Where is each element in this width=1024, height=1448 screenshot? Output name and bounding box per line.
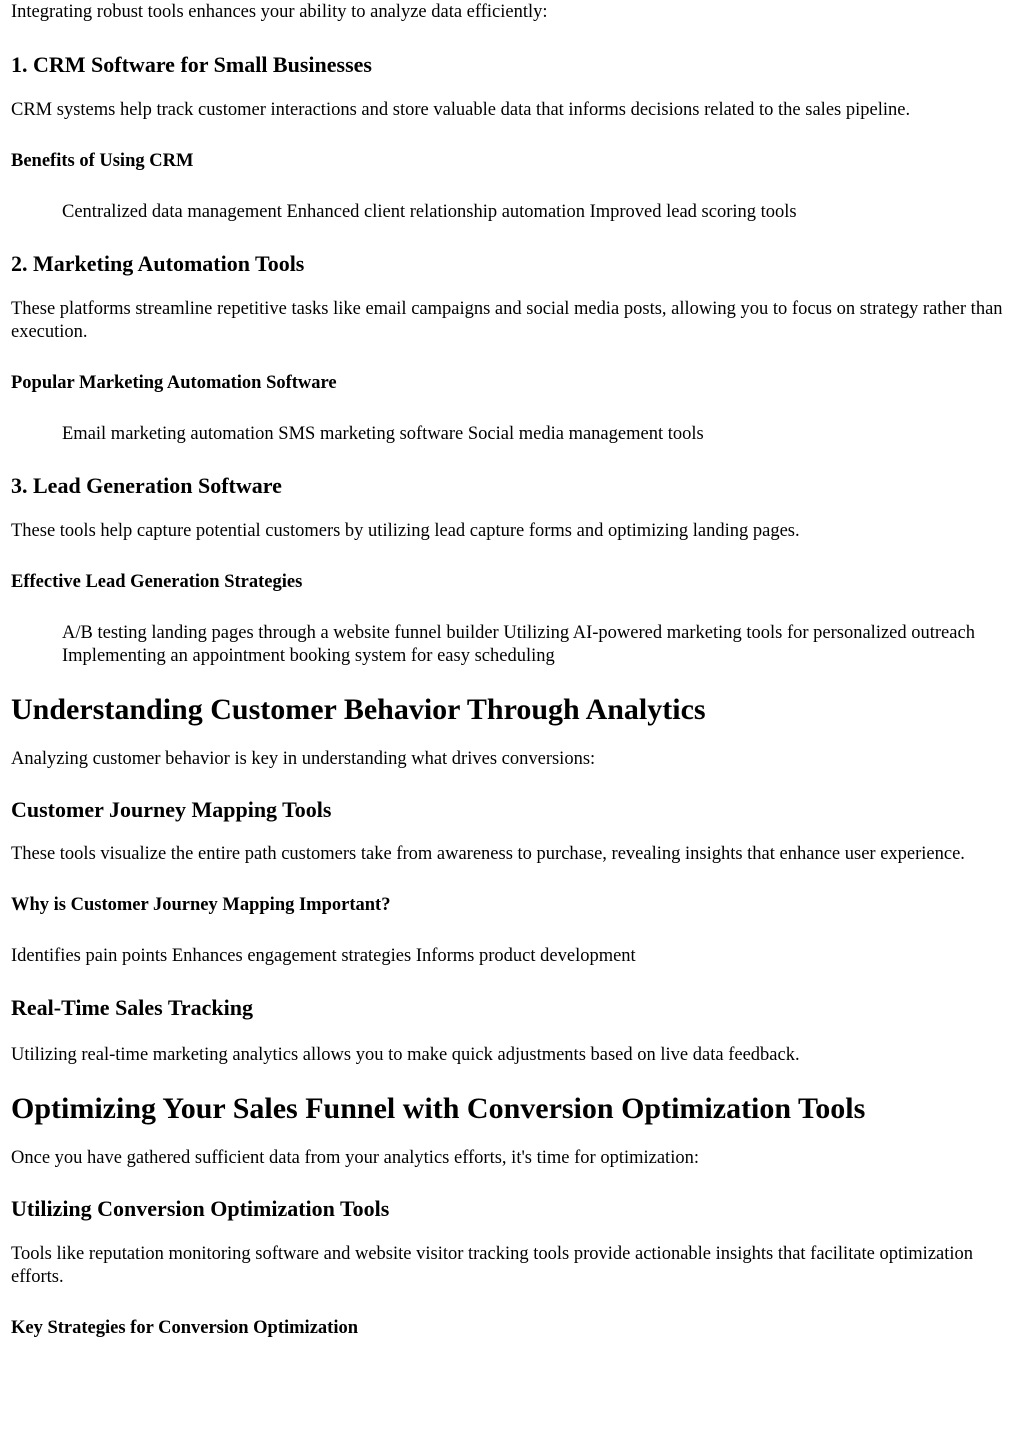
section-heading-optimizing-funnel: Optimizing Your Sales Funnel with Conversion Optimization Tools [11,1092,866,1125]
customer-behavior-intro: Analyzing customer behavior is key in understanding what drives conversions: [11,749,596,769]
journey-mapping-paragraph: These tools visualize the entire path customers take from awareness to purchase, revealing insights that enhance user experience. [11,844,965,864]
journey-mapping-why-heading: Why is Customer Journey Mapping Important? [11,895,391,915]
section-heading-lead-generation: 3. Lead Generation Software [11,473,282,498]
lead-generation-paragraph: These tools help capture potential customers by utilizing lead capture forms and optimizing landing pages. [11,521,800,541]
section-heading-customer-behavior: Understanding Customer Behavior Through Analytics [11,693,706,726]
section-heading-crm: 1. CRM Software for Small Businesses [11,52,372,77]
marketing-automation-software-heading: Popular Marketing Automation Software [11,373,337,393]
crm-paragraph: CRM systems help track customer interactions and store valuable data that informs decisions related to the sales pipeline. [11,100,911,120]
lead-generation-list: A/B testing landing pages through a website funnel builder Utilizing AI-powered marketing tools for personalized outreach Implementing an appointment booking system for easy scheduling [62,623,975,666]
crm-benefits-list: Centralized data management Enhanced client relationship automation Improved lead scoring tools [62,202,797,222]
conversion-strategies-heading: Key Strategies for Conversion Optimization [11,1318,359,1338]
marketing-automation-paragraph: These platforms streamline repetitive tasks like email campaigns and social media posts, allowing you to focus on strategy rather than execution. [11,299,1003,342]
journey-mapping-heading: Customer Journey Mapping Tools [11,797,332,822]
conversion-tools-heading: Utilizing Conversion Optimization Tools [11,1196,390,1221]
crm-benefits-heading: Benefits of Using CRM [11,151,194,171]
optimizing-intro: Once you have gathered sufficient data from your analytics efforts, it's time for optimization: [11,1148,699,1168]
conversion-tools-paragraph: Tools like reputation monitoring software and website visitor tracking tools provide actionable insights that facilitate optimization efforts. [11,1244,974,1287]
journey-mapping-why-list: Identifies pain points Enhances engagement strategies Informs product development [11,946,636,966]
section-heading-marketing-automation: 2. Marketing Automation Tools [11,251,305,276]
marketing-automation-list: Email marketing automation SMS marketing software Social media management tools [62,424,704,444]
intro-paragraph: Integrating robust tools enhances your ability to analyze data efficiently: [11,2,548,22]
lead-generation-strategies-heading: Effective Lead Generation Strategies [11,572,303,592]
realtime-tracking-heading: Real-Time Sales Tracking [11,995,253,1020]
realtime-tracking-paragraph: Utilizing real-time marketing analytics allows you to make quick adjustments based on live data feedback. [11,1045,800,1065]
